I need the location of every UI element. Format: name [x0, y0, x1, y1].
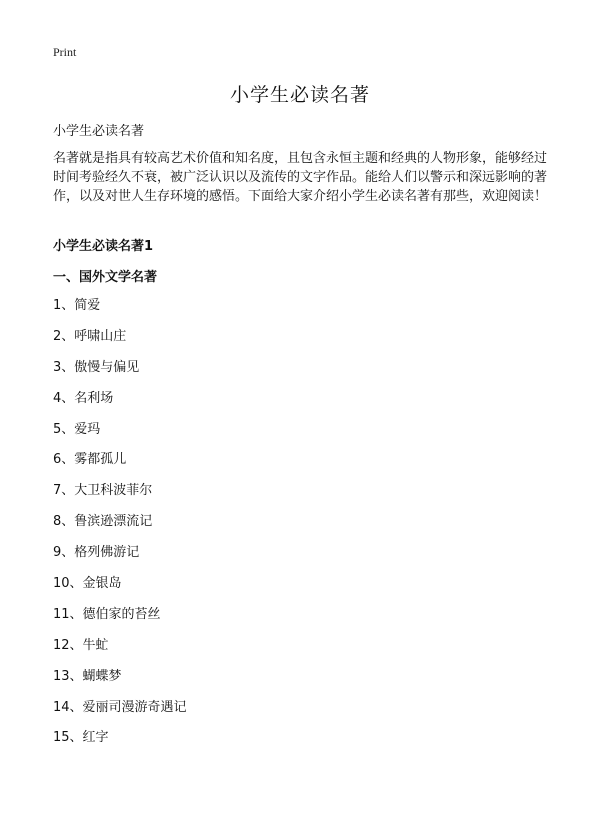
list-item: 2、呼啸山庄 [53, 328, 127, 344]
article-subtitle: 小学生必读名著 [53, 124, 145, 139]
list-item: 10、金银岛 [53, 576, 122, 592]
list-item: 4、名利场 [53, 390, 114, 406]
page-title: 小学生必读名著 [229, 84, 370, 106]
list-item: 7、大卫科波菲尔 [53, 483, 153, 499]
book-list [53, 297, 187, 760]
section-heading: 小学生必读名著1 [53, 239, 154, 254]
list-item: 6、雾都孤儿 [53, 452, 127, 468]
list-item: 5、爱玛 [53, 421, 101, 437]
intro-paragraph: 名著就是指具有较高艺术价值和知名度，且包含永恒主题和经典的人物形象，能够经过时间考验经久不衰，被广泛认识以及流传的文字作品。能给人们以警示和深远影响的著作，以及对世人生存环境的感悟。下面给大家介绍小学生必读名著有那些，欢迎阅读！ [53, 151, 548, 204]
list-item: 14、爱丽司漫游奇遇记 [53, 699, 187, 715]
subsection-heading: 一、国外文学名著 [53, 270, 158, 285]
list-item: 12、牛虻 [53, 637, 109, 653]
list-item: 9、格列佛游记 [53, 545, 140, 561]
print-link[interactable]: Print [53, 45, 77, 59]
list-item: 3、傲慢与偏见 [53, 359, 140, 375]
list-item: 15、红字 [53, 730, 109, 746]
list-item: 1、简爱 [53, 298, 101, 313]
list-item: 11、德伯家的苔丝 [53, 606, 161, 622]
list-item: 13、蝴蝶梦 [53, 668, 122, 684]
list-item: 8、鲁滨逊漂流记 [53, 514, 153, 530]
